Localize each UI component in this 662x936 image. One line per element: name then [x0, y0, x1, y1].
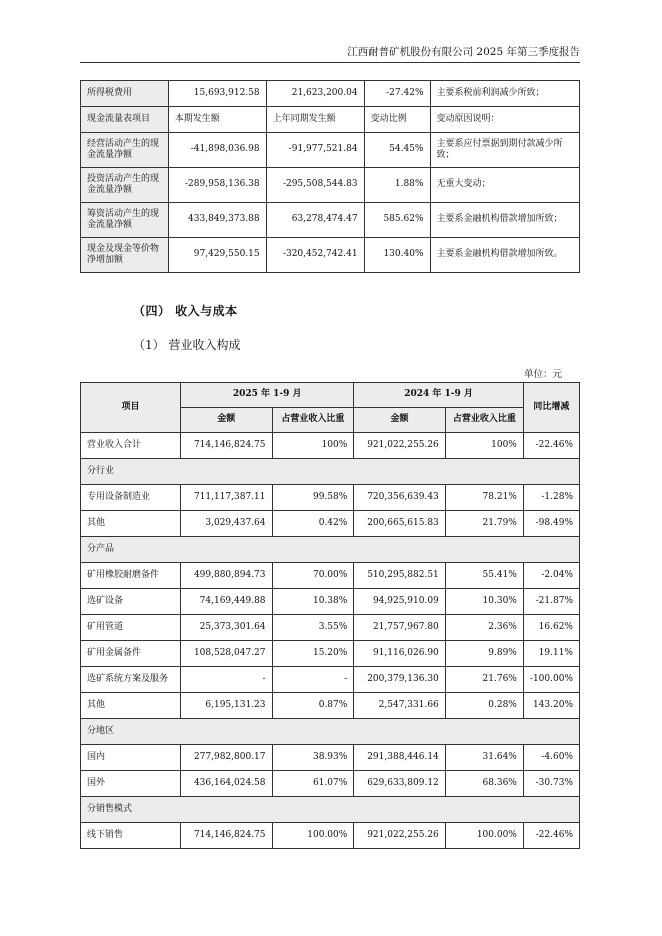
change-reason: 主要系税前利润减少所致； [430, 81, 580, 107]
amount-2024: 91,116,026.90 [354, 641, 445, 667]
subsection-heading-revenue-composition: （1） 营业收入构成 [133, 338, 241, 352]
revenue-composition-table [80, 382, 580, 849]
amount-2024: 921,022,255.26 [354, 433, 445, 459]
row-label: 其他 [81, 693, 181, 719]
header-yoy: 同比增减 [523, 383, 579, 433]
header-ratio-2024: 占营业收入比重 [445, 408, 523, 433]
current-period-value: 97,429,550.15 [168, 238, 266, 273]
ratio-2025: 61.07% [272, 771, 354, 797]
report-header-title: 江西耐普矿机股份有限公司 2025 年第三季度报告 [347, 46, 580, 58]
amount-2024: 21,757,967.80 [354, 615, 445, 641]
table-row [81, 589, 580, 615]
yoy-change: 16.62% [523, 615, 579, 641]
row-label: 现金流量表项目 [81, 107, 169, 133]
group-row [81, 459, 580, 485]
row-label: 选矿设备 [81, 589, 181, 615]
ratio-2025: 0.87% [272, 693, 354, 719]
change-ratio: 变动比例 [364, 107, 430, 133]
row-label: 其他 [81, 511, 181, 537]
header-item: 项目 [81, 383, 181, 433]
current-period-value: -41,898,036.98 [168, 133, 266, 168]
ratio-2024: 100% [445, 433, 523, 459]
header-2025: 2025 年 1-9 月 [181, 383, 354, 408]
prior-period-value: 上年同期发生额 [266, 107, 364, 133]
ratio-2024: 0.28% [445, 693, 523, 719]
table-row [81, 511, 580, 537]
yoy-change: -4.60% [523, 745, 579, 771]
prior-period-value: -91,977,521.84 [266, 133, 364, 168]
group-label: 分产品 [81, 537, 580, 563]
header-amount-2024: 金额 [354, 408, 445, 433]
amount-2025: 711,117,387.11 [181, 485, 272, 511]
yoy-change: -22.46% [523, 433, 579, 459]
ratio-2025: 70.00% [272, 563, 354, 589]
header-divider [80, 62, 580, 63]
yoy-change: -100.00% [523, 667, 579, 693]
table-row [81, 771, 580, 797]
ratio-2025: 99.58% [272, 485, 354, 511]
ratio-2024: 55.41% [445, 563, 523, 589]
row-label: 专用设备制造业 [81, 485, 181, 511]
amount-2024: 2,547,331.66 [354, 693, 445, 719]
current-period-value: 本期发生额 [168, 107, 266, 133]
amount-2025: 108,528,047.27 [181, 641, 272, 667]
header-amount-2025: 金额 [181, 408, 272, 433]
amount-2024: 200,665,615.83 [354, 511, 445, 537]
ratio-2024: 21.79% [445, 511, 523, 537]
ratio-2025: 3.55% [272, 615, 354, 641]
change-ratio: 1.88% [364, 168, 430, 203]
ratio-2024: 78.21% [445, 485, 523, 511]
row-label: 矿用管道 [81, 615, 181, 641]
yoy-change: 143.20% [523, 693, 579, 719]
amount-2025: - [181, 667, 272, 693]
change-ratio: -27.42% [364, 81, 430, 107]
amount-2025: 6,195,131.23 [181, 693, 272, 719]
table-row [81, 485, 580, 511]
yoy-change: -21.87% [523, 589, 579, 615]
prior-period-value: 21,623,200.04 [266, 81, 364, 107]
row-label: 现金及现金等价物净增加额 [81, 238, 169, 273]
amount-2024: 921,022,255.26 [354, 823, 445, 849]
group-row [81, 797, 580, 823]
amount-2024: 291,388,446.14 [354, 745, 445, 771]
ratio-2025: 10.38% [272, 589, 354, 615]
ratio-2025: 38.93% [272, 745, 354, 771]
change-reason: 无重大变动； [430, 168, 580, 203]
table-row [81, 133, 580, 168]
change-ratio: 54.45% [364, 133, 430, 168]
group-label: 分销售模式 [81, 797, 580, 823]
amount-2024: 720,356,639.43 [354, 485, 445, 511]
table-row [81, 107, 580, 133]
current-period-value: 15,693,912.58 [168, 81, 266, 107]
change-reason: 变动原因说明： [430, 107, 580, 133]
table-header-row [81, 383, 580, 408]
change-reason: 主要系金融机构借款增加所致； [430, 203, 580, 238]
row-label: 线下销售 [81, 823, 181, 849]
change-ratio: 585.62% [364, 203, 430, 238]
group-label: 分地区 [81, 719, 580, 745]
ratio-2025: 0.42% [272, 511, 354, 537]
table-row [81, 745, 580, 771]
income-cashflow-table [80, 80, 580, 273]
change-ratio: 130.40% [364, 238, 430, 273]
yoy-change: -30.73% [523, 771, 579, 797]
table-row [81, 203, 580, 238]
amount-2025: 277,982,800.17 [181, 745, 272, 771]
change-reason: 主要系金融机构借款增加所致。 [430, 238, 580, 273]
amount-2024: 629,633,809.12 [354, 771, 445, 797]
table-row [81, 563, 580, 589]
row-label: 经营活动产生的现金流量净额 [81, 133, 169, 168]
amount-2024: 510,295,882.51 [354, 563, 445, 589]
header-2024: 2024 年 1-9 月 [354, 383, 524, 408]
ratio-2024: 9.89% [445, 641, 523, 667]
ratio-2024: 10.30% [445, 589, 523, 615]
amount-2025: 436,164,024.58 [181, 771, 272, 797]
row-label: 矿用橡胶耐磨备件 [81, 563, 181, 589]
amount-2025: 3,029,437.64 [181, 511, 272, 537]
amount-2024: 200,379,136.30 [354, 667, 445, 693]
ratio-2024: 2.36% [445, 615, 523, 641]
table-row [81, 693, 580, 719]
amount-2025: 74,169,449.88 [181, 589, 272, 615]
table-row [81, 433, 580, 459]
row-label: 国内 [81, 745, 181, 771]
row-label: 投资活动产生的现金流量净额 [81, 168, 169, 203]
group-label: 分行业 [81, 459, 580, 485]
table-row [81, 81, 580, 107]
amount-2025: 714,146,824.75 [181, 433, 272, 459]
header-ratio-2025: 占营业收入比重 [272, 408, 354, 433]
row-label: 选矿系统方案及服务 [81, 667, 181, 693]
table-row [81, 823, 580, 849]
prior-period-value: -320,452,742.41 [266, 238, 364, 273]
row-label: 营业收入合计 [81, 433, 181, 459]
table-row [81, 615, 580, 641]
group-row [81, 719, 580, 745]
ratio-2025: 15.20% [272, 641, 354, 667]
table-row [81, 168, 580, 203]
row-label: 国外 [81, 771, 181, 797]
table-row [81, 238, 580, 273]
amount-2025: 499,880,894.73 [181, 563, 272, 589]
prior-period-value: 63,278,474.47 [266, 203, 364, 238]
prior-period-value: -295,508,544.83 [266, 168, 364, 203]
row-label: 所得税费用 [81, 81, 169, 107]
ratio-2024: 21.76% [445, 667, 523, 693]
ratio-2024: 31.64% [445, 745, 523, 771]
ratio-2025: - [272, 667, 354, 693]
change-reason: 主要系应付票据到期付款减少所致； [430, 133, 580, 168]
table-row [81, 667, 580, 693]
table-row [81, 641, 580, 667]
current-period-value: -289,958,136.38 [168, 168, 266, 203]
yoy-change: -98.49% [523, 511, 579, 537]
ratio-2024: 68.36% [445, 771, 523, 797]
ratio-2025: 100.00% [272, 823, 354, 849]
yoy-change: -2.04% [523, 563, 579, 589]
ratio-2024: 100.00% [445, 823, 523, 849]
group-row [81, 537, 580, 563]
current-period-value: 433,849,373.88 [168, 203, 266, 238]
amount-2025: 714,146,824.75 [181, 823, 272, 849]
unit-label: 单位：元 [523, 369, 562, 380]
amount-2024: 94,925,910.09 [354, 589, 445, 615]
yoy-change: -1.28% [523, 485, 579, 511]
section-heading-revenue-cost: （四） 收入与成本 [133, 304, 238, 318]
ratio-2025: 100% [272, 433, 354, 459]
yoy-change: 19.11% [523, 641, 579, 667]
amount-2025: 25,373,301.64 [181, 615, 272, 641]
row-label: 筹资活动产生的现金流量净额 [81, 203, 169, 238]
yoy-change: -22.46% [523, 823, 579, 849]
row-label: 矿用金属备件 [81, 641, 181, 667]
